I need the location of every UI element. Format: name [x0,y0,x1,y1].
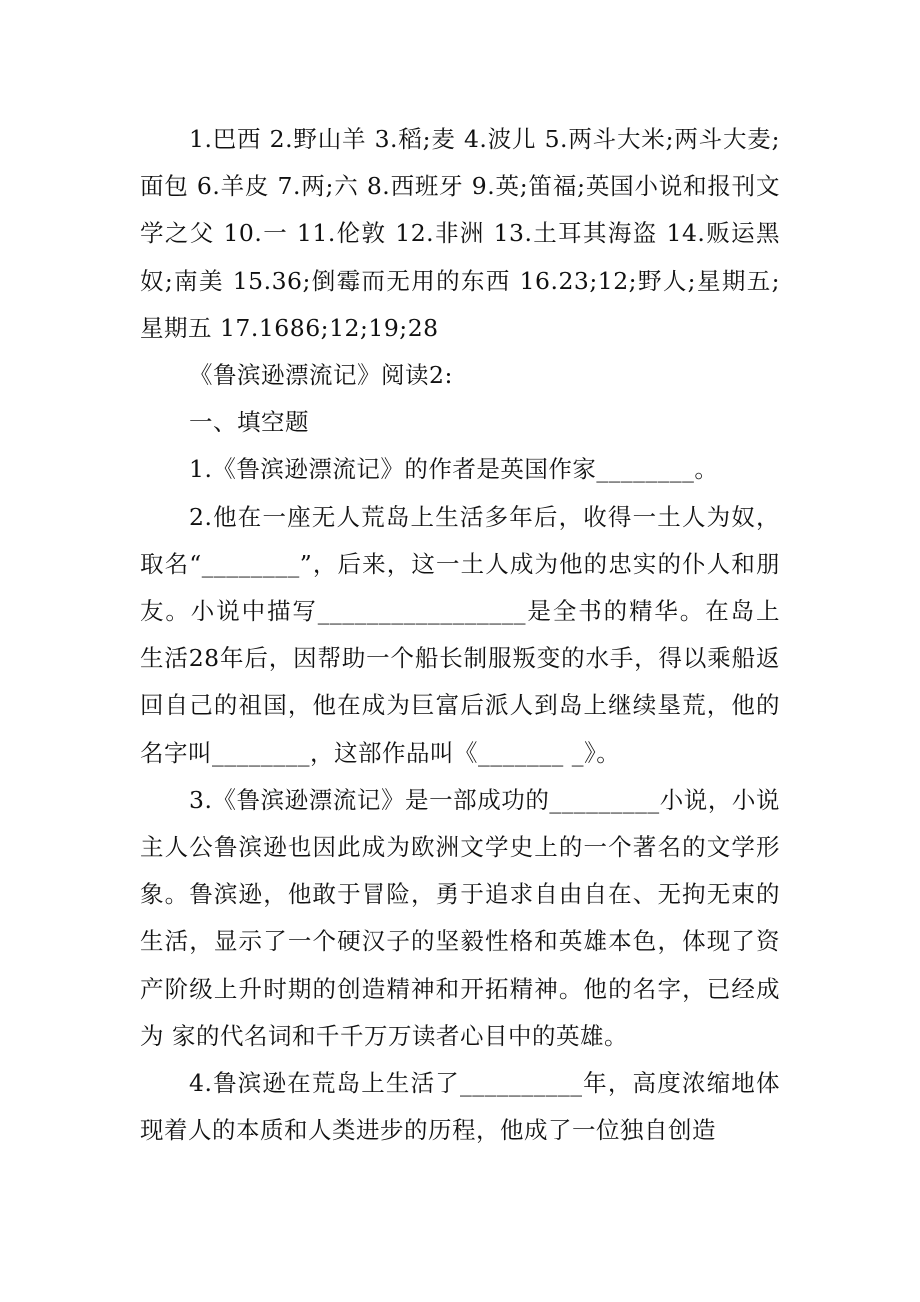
answers-paragraph: 1.巴西 2.野山羊 3.稻;麦 4.波儿 5.两斗大米;两斗大麦;面包 6.羊皮 7.两;六 8.西班牙 9.英;笛福;英国小说和报刊文学之父 10.一 11.伦敦 12.非洲 13.土耳其海盗 14.贩运黑奴;南美 15.36;倒霉而无用的东西 16.23;12;野人;星期五;星期五 17.1686;12;19;28 [140,125,780,342]
document-body [140,116,780,1154]
section-heading: 一、填空题 [189,408,309,437]
question-4: 4.鲁滨逊在荒岛上生活了__________年，高度浓缩地体现着人的本质和人类进步的历程，他成了一位独自创造 [140,1069,780,1145]
question-3: 3.《鲁滨逊漂流记》是一部成功的_________小说，小说主人公鲁滨逊也因此成为欧洲文学史上的一个著名的文学形象。鲁滨逊，他敢于冒险，勇于追求自由自在、无拘无束的生活，显示了一个硬汉子的坚毅性格和英雄本色，体现了资产阶级上升时期的创造精神和开拓精神。他的名字，已经成为 家的代名词和千千万万读者心目中的英雄。 [140,785,780,1050]
question-2: 2.他在一座无人荒岛上生活多年后，收得一土人为奴，取名“________”，后来，这一土人成为他的忠实的仆人和朋友。小说中描写_________________是全书的精华。在岛上生活28年后，因帮助一个船长制服叛变的水手，得以乘船返回自己的祖国，他在成为巨富后派人到岛上继续垦荒，他的名字叫________，这部作品叫《_______ _》。 [140,502,780,767]
reading-title: 《鲁滨逊漂流记》阅读2: [189,361,453,390]
question-1: 1.《鲁滨逊漂流记》的作者是英国作家________。 [189,455,719,484]
